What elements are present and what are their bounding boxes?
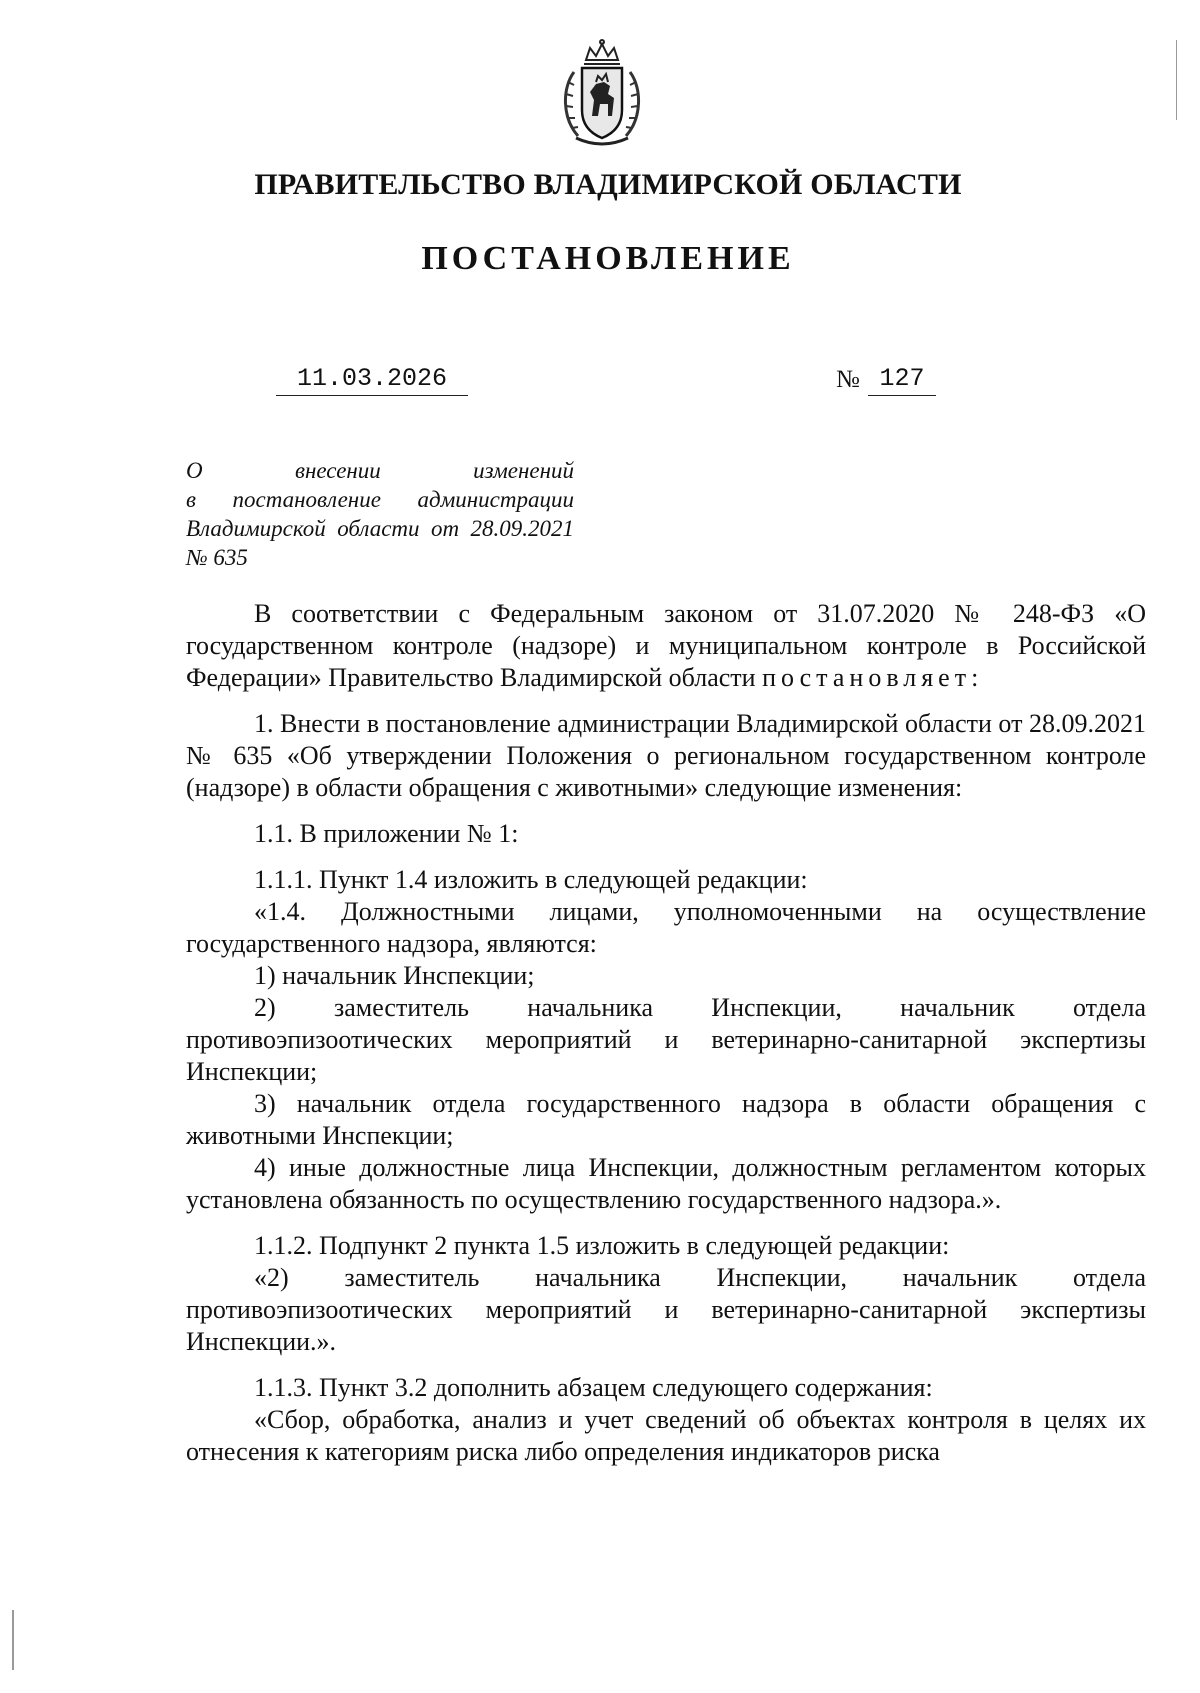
list-item: 4) иные должностные лица Инспекции, должностным регламентом которых установлена обязанность по осуществлению государственного надзора.». xyxy=(186,1153,1146,1214)
subject-line: Владимирской области от 28.09.2021 xyxy=(186,516,574,541)
coat-of-arms-icon xyxy=(556,38,648,150)
document-date: 11.03.2026 xyxy=(276,364,468,396)
preamble-paragraph xyxy=(186,598,1146,694)
document-subject xyxy=(186,456,574,572)
document-body xyxy=(186,598,1146,1468)
quoted-added-paragraph: «Сбор, обработка, анализ и учет сведений об объектах контроля в целях их отнесения к категориям риска либо определения индикаторов риска xyxy=(186,1405,1146,1466)
list-item: 3) начальник отдела государственного надзора в области обращения с животными Инспекции; xyxy=(186,1089,1146,1150)
government-title: ПРАВИТЕЛЬСТВО ВЛАДИМИРСКОЙ ОБЛАСТИ xyxy=(254,168,962,201)
scan-artifact xyxy=(1176,40,1177,120)
list-item: 2) заместитель начальника Инспекции, начальник отдела противоэпизоотических мероприятий и ветеринарно-санитарной экспертизы Инспекции; xyxy=(186,993,1146,1086)
subject-line: в постановление администрации xyxy=(186,487,574,512)
document-number: 127 xyxy=(868,364,936,396)
number-label: № xyxy=(836,366,860,393)
subject-line: № 635 xyxy=(186,545,248,570)
quoted-clause-1-4: «1.4. Должностными лицами, уполномоченными на осуществление государственного надзора, являются: xyxy=(186,897,1146,958)
paragraph-1: 1. Внести в постановление администрации Владимирской области от 28.09.2021 № 635 «Об утверждении Положения о региональном государственном контроле (надзоре) в области обращения с животными» следующие изменения: xyxy=(186,709,1146,802)
paragraph-1-1: 1.1. В приложении № 1: xyxy=(254,819,519,848)
preamble-text: В соответствии с Федеральным законом от 31.07.2020 № 248-ФЗ «О государственном контроле (надзоре) и муниципальном контроле в Российской Федерации» Правительство Владимирской области xyxy=(186,599,1146,692)
paragraph-1-1-3: 1.1.3. Пункт 3.2 дополнить абзацем следующего содержания: xyxy=(254,1373,933,1402)
document-type-title: ПОСТАНОВЛЕНИЕ xyxy=(421,240,795,277)
paragraph-1-1-2: 1.1.2. Подпункт 2 пункта 1.5 изложить в следующей редакции: xyxy=(254,1231,950,1260)
list-item: 1) начальник Инспекции; xyxy=(254,961,535,990)
subject-line: О внесении изменений xyxy=(186,458,574,483)
quoted-subclause-2: «2) заместитель начальника Инспекции, начальник отдела противоэпизоотических мероприятий и ветеринарно-санитарной экспертизы Инспекции.». xyxy=(186,1263,1146,1356)
scan-artifact xyxy=(12,1610,14,1670)
decree-word: постановляет: xyxy=(762,663,984,692)
paragraph-1-1-1: 1.1.1. Пункт 1.4 изложить в следующей редакции: xyxy=(254,865,808,894)
